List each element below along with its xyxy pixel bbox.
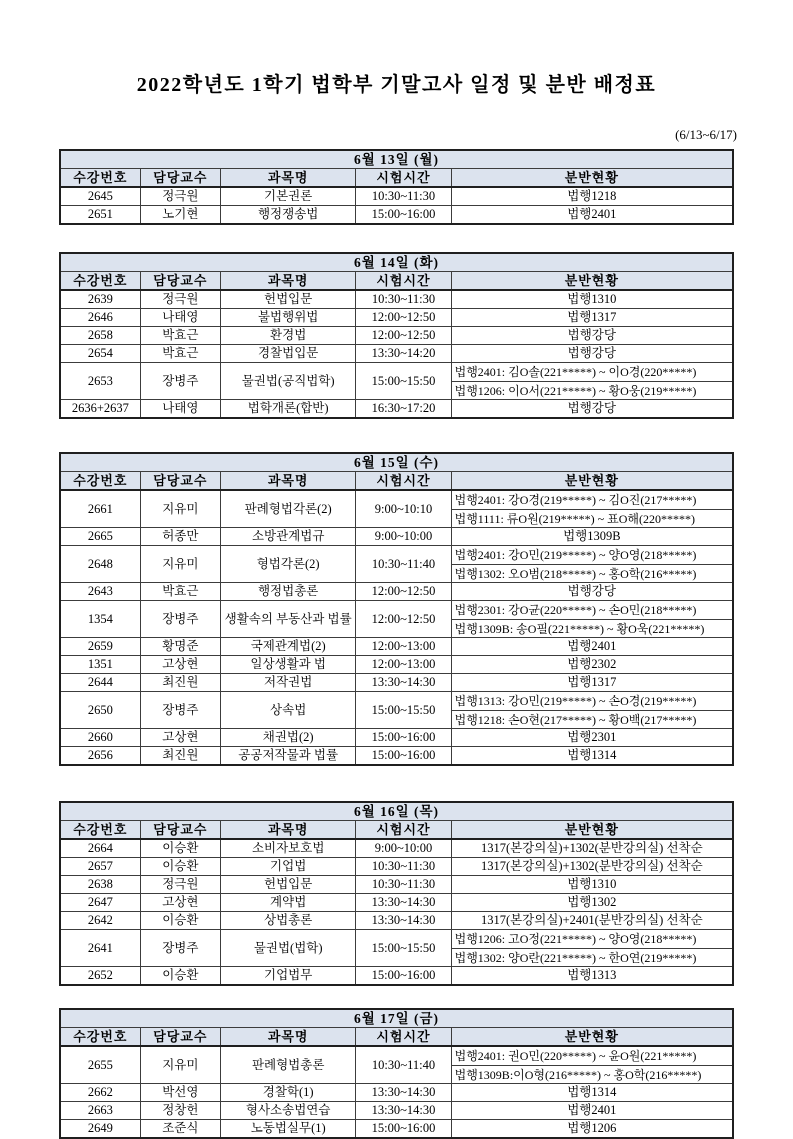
course-no-cell: 2659	[60, 638, 140, 656]
table-row	[60, 674, 733, 692]
subject-cell: 환경법	[220, 327, 355, 345]
table-row	[60, 656, 733, 674]
course-no-cell: 2662	[60, 1084, 140, 1102]
sections-cell	[451, 1046, 733, 1084]
professor-cell: 정극원	[140, 187, 220, 206]
subject-cell: 채권법(2)	[220, 729, 355, 747]
column-header-row	[60, 1028, 733, 1047]
professor-cell: 정극원	[140, 876, 220, 894]
exam-date-row	[60, 1009, 733, 1028]
column-header: 분반현황	[451, 821, 733, 840]
subject-cell: 소비자보호법	[220, 839, 355, 858]
section-line: 법행1302: 오O범(218*****) ~ 홍O학(216*****)	[452, 564, 732, 582]
course-no-cell: 1354	[60, 601, 140, 638]
exam-date-label: 6월 17일 (금)	[60, 1009, 733, 1028]
exam-date-row	[60, 253, 733, 272]
column-header: 분반현황	[451, 472, 733, 491]
course-no-cell: 2649	[60, 1120, 140, 1139]
time-cell: 15:00~16:00	[356, 206, 451, 225]
section-line: 법행1313: 강O민(219*****) ~ 손O경(219*****)	[454, 694, 697, 708]
column-header: 시험시간	[356, 821, 451, 840]
table-row	[60, 839, 733, 858]
time-cell: 10:30~11:30	[356, 876, 451, 894]
table-row	[60, 894, 733, 912]
column-header-row	[60, 821, 733, 840]
section-line: 법행1206: 이O서(221*****) ~ 황O웅(219*****)	[452, 381, 732, 399]
table-row	[60, 400, 733, 419]
sections-cell: 법행강당	[451, 327, 733, 345]
table-row	[60, 601, 733, 638]
subject-cell: 판례형법총론	[220, 1046, 355, 1084]
sections-cell: 법행1218	[451, 187, 733, 206]
sections-cell: 법행강당	[451, 583, 733, 601]
time-cell: 10:30~11:40	[356, 1046, 451, 1084]
table-row	[60, 290, 733, 309]
subject-cell: 생활속의 부동산과 법률	[220, 601, 355, 638]
sections-cell	[451, 490, 733, 528]
table-row	[60, 327, 733, 345]
time-cell: 16:30~17:20	[356, 400, 451, 419]
course-no-cell: 2658	[60, 327, 140, 345]
professor-cell: 이승환	[140, 858, 220, 876]
sections-cell: 1317(본강의실)+1302(분반강의실) 선착순	[451, 858, 733, 876]
column-header: 시험시간	[356, 272, 451, 291]
subject-cell: 기본권론	[220, 187, 355, 206]
table-row	[60, 583, 733, 601]
time-cell: 10:30~11:30	[356, 290, 451, 309]
column-header: 수강번호	[60, 821, 140, 840]
sections-cell: 법행1302	[451, 894, 733, 912]
column-header: 분반현황	[451, 169, 733, 188]
subject-cell: 헌법입문	[220, 876, 355, 894]
sections-cell: 법행2401	[451, 206, 733, 225]
course-no-cell: 2656	[60, 747, 140, 766]
sections-cell: 법행1310	[451, 876, 733, 894]
sections-cell: 법행2301	[451, 729, 733, 747]
course-no-cell: 2642	[60, 912, 140, 930]
subject-cell: 국제관계법(2)	[220, 638, 355, 656]
course-no-cell: 2664	[60, 839, 140, 858]
section-line: 법행1309B: 송O필(221*****) ~ 황O욱(221*****)	[452, 619, 732, 637]
exam-day-table	[59, 801, 734, 986]
column-header: 과목명	[220, 169, 355, 188]
column-header: 과목명	[220, 272, 355, 291]
time-cell: 12:00~12:50	[356, 327, 451, 345]
professor-cell: 나태영	[140, 400, 220, 419]
sections-cell	[451, 930, 733, 967]
subject-cell: 법학개론(합반)	[220, 400, 355, 419]
sections-cell: 법행1309B	[451, 528, 733, 546]
time-cell: 13:30~14:30	[356, 912, 451, 930]
professor-cell: 조준식	[140, 1120, 220, 1139]
column-header: 과목명	[220, 1028, 355, 1047]
exam-date-label: 6월 16일 (목)	[60, 802, 733, 821]
sections-cell	[451, 546, 733, 583]
table-row	[60, 967, 733, 986]
table-row	[60, 490, 733, 528]
time-cell: 12:00~12:50	[356, 309, 451, 327]
column-header: 과목명	[220, 821, 355, 840]
subject-cell: 경찰학(1)	[220, 1084, 355, 1102]
sections-cell: 법행2302	[451, 656, 733, 674]
section-line: 법행2401: 권O민(220*****) ~ 윤O원(221*****)	[454, 1049, 697, 1063]
exam-date-label: 6월 13일 (월)	[60, 150, 733, 169]
professor-cell: 이승환	[140, 912, 220, 930]
table-row	[60, 638, 733, 656]
subject-cell: 노동법실무(1)	[220, 1120, 355, 1139]
course-no-cell: 2660	[60, 729, 140, 747]
course-no-cell: 2665	[60, 528, 140, 546]
section-line: 법행1218: 손O현(217*****) ~ 황O백(217*****)	[452, 710, 732, 728]
time-cell: 15:00~16:00	[356, 1120, 451, 1139]
sections-cell: 법행1313	[451, 967, 733, 986]
table-row	[60, 930, 733, 967]
time-cell: 10:30~11:40	[356, 546, 451, 583]
subject-cell: 계약법	[220, 894, 355, 912]
column-header: 분반현황	[451, 272, 733, 291]
subject-cell: 기업법	[220, 858, 355, 876]
subject-cell: 헌법입문	[220, 290, 355, 309]
subject-cell: 불법행위법	[220, 309, 355, 327]
time-cell: 15:00~16:00	[356, 729, 451, 747]
column-header: 시험시간	[356, 169, 451, 188]
sections-cell	[451, 692, 733, 729]
column-header: 수강번호	[60, 169, 140, 188]
section-line: 법행2401: 강O민(219*****) ~ 양O영(218*****)	[454, 548, 697, 562]
section-line: 법행1111: 류O원(219*****) ~ 표O해(220*****)	[452, 509, 732, 527]
table-row	[60, 546, 733, 583]
time-cell: 13:30~14:20	[356, 345, 451, 363]
column-header-row	[60, 272, 733, 291]
column-header-row	[60, 169, 733, 188]
table-row	[60, 1102, 733, 1120]
time-cell: 13:30~14:30	[356, 1102, 451, 1120]
professor-cell: 허종만	[140, 528, 220, 546]
column-header: 담당교수	[140, 169, 220, 188]
time-cell: 10:30~11:30	[356, 187, 451, 206]
time-cell: 9:00~10:10	[356, 490, 451, 528]
course-no-cell: 2646	[60, 309, 140, 327]
course-no-cell: 2636+2637	[60, 400, 140, 419]
column-header: 수강번호	[60, 272, 140, 291]
exam-period-label: (6/13~6/17)	[675, 127, 737, 142]
course-no-cell: 2654	[60, 345, 140, 363]
professor-cell: 박효근	[140, 345, 220, 363]
professor-cell: 장병주	[140, 363, 220, 400]
time-cell: 12:00~12:50	[356, 583, 451, 601]
table-row	[60, 1084, 733, 1102]
course-no-cell: 2663	[60, 1102, 140, 1120]
table-row	[60, 729, 733, 747]
page-title: 2022학년도 1학기 법학부 기말고사 일정 및 분반 배정표	[136, 74, 657, 96]
professor-cell: 이승환	[140, 967, 220, 986]
exam-date-row	[60, 802, 733, 821]
subject-cell: 저작권법	[220, 674, 355, 692]
professor-cell: 지유미	[140, 1046, 220, 1084]
course-no-cell: 2641	[60, 930, 140, 967]
sections-cell: 법행1314	[451, 1084, 733, 1102]
professor-cell: 장병주	[140, 601, 220, 638]
course-no-cell: 2644	[60, 674, 140, 692]
sections-cell: 1317(본강의실)+1302(분반강의실) 선착순	[451, 839, 733, 858]
course-no-cell: 2648	[60, 546, 140, 583]
subject-cell: 행정법총론	[220, 583, 355, 601]
exam-date-row	[60, 150, 733, 169]
section-line: 법행2301: 강O균(220*****) ~ 손O민(218*****)	[454, 603, 697, 617]
professor-cell: 정극원	[140, 290, 220, 309]
subject-cell: 물권법(공직법학)	[220, 363, 355, 400]
professor-cell: 지유미	[140, 546, 220, 583]
section-line: 법행1309B:이O형(216*****) ~ 홍O학(216*****)	[452, 1065, 732, 1083]
sections-cell: 법행1314	[451, 747, 733, 766]
column-header: 수강번호	[60, 472, 140, 491]
column-header: 시험시간	[356, 472, 451, 491]
time-cell: 12:00~12:50	[356, 601, 451, 638]
professor-cell: 노기현	[140, 206, 220, 225]
table-row	[60, 912, 733, 930]
professor-cell: 이승환	[140, 839, 220, 858]
professor-cell: 장병주	[140, 692, 220, 729]
table-row	[60, 528, 733, 546]
professor-cell: 고상현	[140, 894, 220, 912]
subject-cell: 상법총론	[220, 912, 355, 930]
professor-cell: 지유미	[140, 490, 220, 528]
time-cell: 10:30~11:30	[356, 858, 451, 876]
table-row	[60, 858, 733, 876]
table-row	[60, 187, 733, 206]
exam-day-table	[59, 149, 734, 225]
time-cell: 13:30~14:30	[356, 1084, 451, 1102]
table-row	[60, 206, 733, 225]
course-no-cell: 2655	[60, 1046, 140, 1084]
subject-cell: 형사소송법연습	[220, 1102, 355, 1120]
subject-cell: 일상생활과 법	[220, 656, 355, 674]
column-header: 과목명	[220, 472, 355, 491]
professor-cell: 고상현	[140, 656, 220, 674]
professor-cell: 황명준	[140, 638, 220, 656]
table-row	[60, 309, 733, 327]
column-header: 담당교수	[140, 272, 220, 291]
section-line: 법행2401: 강O경(219*****) ~ 김O진(217*****)	[454, 493, 697, 507]
sections-cell	[451, 601, 733, 638]
time-cell: 15:00~15:50	[356, 692, 451, 729]
table-row	[60, 692, 733, 729]
course-no-cell: 2645	[60, 187, 140, 206]
column-header: 담당교수	[140, 472, 220, 491]
course-no-cell: 2657	[60, 858, 140, 876]
table-row	[60, 363, 733, 400]
table-row	[60, 1120, 733, 1139]
professor-cell: 나태영	[140, 309, 220, 327]
time-cell: 15:00~16:00	[356, 747, 451, 766]
sections-cell	[451, 363, 733, 400]
course-no-cell: 2653	[60, 363, 140, 400]
subject-cell: 기업법무	[220, 967, 355, 986]
subject-cell: 행정쟁송법	[220, 206, 355, 225]
subject-cell: 경찰법입문	[220, 345, 355, 363]
professor-cell: 장병주	[140, 930, 220, 967]
table-row	[60, 1046, 733, 1084]
professor-cell: 정창헌	[140, 1102, 220, 1120]
sections-cell: 법행1206	[451, 1120, 733, 1139]
sections-cell: 법행강당	[451, 400, 733, 419]
subject-cell: 소방관계법규	[220, 528, 355, 546]
time-cell: 12:00~13:00	[356, 656, 451, 674]
course-no-cell: 2643	[60, 583, 140, 601]
course-no-cell: 1351	[60, 656, 140, 674]
time-cell: 9:00~10:00	[356, 528, 451, 546]
sections-cell: 법행1310	[451, 290, 733, 309]
time-cell: 13:30~14:30	[356, 674, 451, 692]
time-cell: 13:30~14:30	[356, 894, 451, 912]
sections-cell: 법행강당	[451, 345, 733, 363]
course-no-cell: 2650	[60, 692, 140, 729]
sections-cell: 1317(본강의실)+2401(분반강의실) 선착순	[451, 912, 733, 930]
course-no-cell: 2651	[60, 206, 140, 225]
time-cell: 9:00~10:00	[356, 839, 451, 858]
column-header: 담당교수	[140, 821, 220, 840]
exam-day-table	[59, 1008, 734, 1139]
course-no-cell: 2639	[60, 290, 140, 309]
sections-cell: 법행2401	[451, 1102, 733, 1120]
professor-cell: 최진원	[140, 674, 220, 692]
column-header: 담당교수	[140, 1028, 220, 1047]
column-header: 수강번호	[60, 1028, 140, 1047]
subject-cell: 공공저작물과 법률	[220, 747, 355, 766]
section-line: 법행2401: 김O솔(221*****) ~ 이O경(220*****)	[454, 365, 697, 379]
exam-date-row	[60, 453, 733, 472]
sections-cell: 법행2401	[451, 638, 733, 656]
sections-cell: 법행1317	[451, 309, 733, 327]
professor-cell: 박효근	[140, 583, 220, 601]
professor-cell: 고상현	[140, 729, 220, 747]
course-no-cell: 2647	[60, 894, 140, 912]
subject-cell: 판례형법각론(2)	[220, 490, 355, 528]
professor-cell: 최진원	[140, 747, 220, 766]
exam-day-table	[59, 452, 734, 766]
subject-cell: 상속법	[220, 692, 355, 729]
subject-cell: 물권법(법학)	[220, 930, 355, 967]
time-cell: 12:00~13:00	[356, 638, 451, 656]
table-row	[60, 747, 733, 766]
exam-day-table	[59, 252, 734, 419]
exam-date-label: 6월 15일 (수)	[60, 453, 733, 472]
column-header-row	[60, 472, 733, 491]
column-header: 분반현황	[451, 1028, 733, 1047]
exam-date-label: 6월 14일 (화)	[60, 253, 733, 272]
course-no-cell: 2638	[60, 876, 140, 894]
exam-tables-container	[59, 149, 734, 1139]
table-row	[60, 876, 733, 894]
time-cell: 15:00~15:50	[356, 363, 451, 400]
course-no-cell: 2652	[60, 967, 140, 986]
column-header: 시험시간	[356, 1028, 451, 1047]
table-row	[60, 345, 733, 363]
sections-cell: 법행1317	[451, 674, 733, 692]
professor-cell: 박선영	[140, 1084, 220, 1102]
time-cell: 15:00~15:50	[356, 930, 451, 967]
time-cell: 15:00~16:00	[356, 967, 451, 986]
professor-cell: 박효근	[140, 327, 220, 345]
section-line: 법행1302: 양O란(221*****) ~ 한O연(219*****)	[452, 948, 732, 966]
section-line: 법행1206: 고O정(221*****) ~ 양O영(218*****)	[454, 932, 697, 946]
subject-cell: 형법각론(2)	[220, 546, 355, 583]
course-no-cell: 2661	[60, 490, 140, 528]
